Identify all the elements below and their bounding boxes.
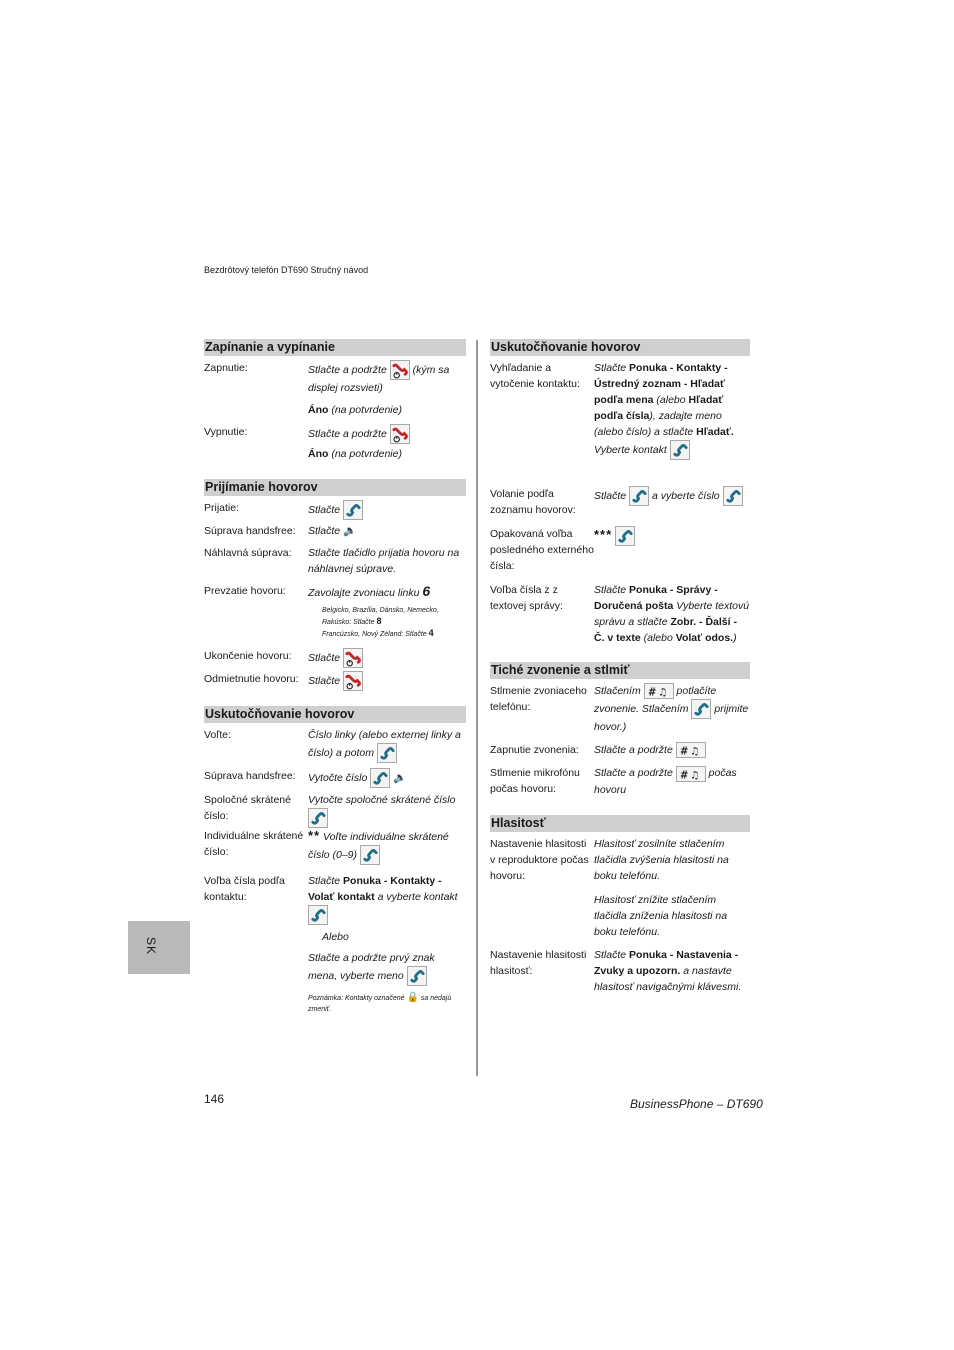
section-title-making-calls-2: Uskutočňovanie hovorov <box>490 339 750 356</box>
end-call-icon <box>343 648 363 668</box>
end-call-icon <box>343 671 363 691</box>
row-pickup-note: Belgicko, Brazília, Dánsko, Nemecko, Rakúsko: Stlačte 8 Francúzsko, Nový Zéland: Stlačte 4 <box>322 607 439 638</box>
call-icon <box>670 440 690 460</box>
section-title-receiving: Prijímanie hovorov <box>204 479 466 496</box>
row-volume-speaker: Nastavenie hlasitosti v reproduktore počas hovoru: Hlasitosť zosilníte stlačením tlačidla zvýšenia hlasitosti na boku telefónu. Hlasitosť znížite stlačením tlačidla zníženia hlasitosti na boku telefónu. <box>490 837 729 938</box>
row-dial-contact-alt: Stlačte a podržte prvý znak mena, vyberte meno <box>204 950 466 986</box>
call-icon <box>308 808 328 828</box>
row-silence-ring: Stlmenie zvoniaceho telefónu: Stlačením potlačíte zvonenie. Stlačením prijmite hovor.) <box>490 685 749 734</box>
document-header: Bezdrôtový telefón DT690 Stručný návod <box>204 265 369 275</box>
call-icon <box>308 905 328 925</box>
row-dial-contact: Voľba čísla podľa kontaktu: Stlačte Ponuka - Kontakty - Volať kontakt a vyberte kontakt <box>204 873 466 925</box>
section-title-silent: Tiché zvonenie a stlmiť <box>490 662 750 679</box>
footer-product: BusinessPhone – DT690 <box>630 1097 763 1111</box>
row-answer: Prijatie: Stlačte <box>204 500 466 520</box>
call-icon <box>691 699 711 719</box>
row-individual-abbrev: Individuálne skrátené číslo: ** Voľte individuálne skrátené číslo (0–9) <box>204 828 466 865</box>
row-or: Alebo <box>322 931 349 943</box>
row-dial-from-message: Voľba čísla z z textovej správy: Stlačte Ponuka - Správy - Doručená pošta Vyberte textovú správu a stlačte Zobr. - Ďalší - Č. v texte (alebo Volať odos.) <box>490 584 750 644</box>
row-pickup: Prevzatie hovoru: Zavolajte zvoniacu linku 6 <box>204 583 431 599</box>
row-dial: Voľte: Číslo linky (alebo externej linky a číslo) a potom <box>204 727 466 763</box>
column-divider <box>476 340 478 1076</box>
row-redial: Opakovaná voľba posledného externého čísla: *** <box>490 526 750 574</box>
call-icon <box>360 845 380 865</box>
row-power-off: Vypnutie: Stlačte a podržte <box>204 424 466 444</box>
left-column <box>204 339 466 1015</box>
call-icon <box>343 500 363 520</box>
call-icon <box>723 486 743 506</box>
call-icon <box>629 486 649 506</box>
row-power-on-confirm: Áno (na potvrdenie) <box>308 404 402 416</box>
row-ring-on: Zapnutie zvonenia: Stlačte a podržte <box>490 742 750 758</box>
lock-icon: 🔒 <box>406 992 419 1003</box>
row-call-list: Volanie podľa zoznamu hovorov: Stlačte a vyberte číslo <box>490 486 750 518</box>
section-title-power: Zapínanie a vypínanie <box>204 339 466 356</box>
row-mute-mic: Stlmenie mikrofónu počas hovoru: Stlačte a podržte počas hovoru <box>490 767 737 796</box>
call-icon <box>377 743 397 763</box>
call-icon <box>615 526 635 546</box>
row-reject: Odmietnutie hovoru: Stlačte <box>204 671 466 691</box>
row-label: Vypnutie: <box>204 426 248 438</box>
row-dial-handsfree: Súprava handsfree: Vytočte číslo 🔈 <box>204 768 466 788</box>
hash-music-icon <box>644 683 674 699</box>
call-icon <box>407 966 427 986</box>
page-number: 146 <box>204 1092 225 1106</box>
section-title-volume: Hlasitosť <box>490 815 750 832</box>
hash-music-icon <box>676 766 706 782</box>
hash-music-icon <box>676 742 706 758</box>
row-search-contact: Vyhľadanie a vytočenie kontaktu: Stlačte Ponuka - Kontakty - Ústredný zoznam - Hľadať podľa mena (alebo Hľadať podľa čísla), zadajte meno (alebo číslo) a stlačte Hľadať. Vyberte kontakt <box>490 360 750 460</box>
row-common-abbrev: Spoločné skrátené číslo: Vytočte spoločné skrátené číslo <box>204 792 466 828</box>
row-value: Stlačte a podržte (kým sa displej rozsvieti) <box>308 360 466 396</box>
call-icon <box>370 768 390 788</box>
language-tab: SK <box>128 921 190 974</box>
row-label: Zapnutie: <box>204 362 248 374</box>
row-power-on <box>204 360 466 396</box>
end-call-power-icon <box>390 424 410 444</box>
section-title-making-calls: Uskutočňovanie hovorov <box>204 706 466 723</box>
row-headset: Náhlavná súprava: Stlačte tlačidlo prijatia hovoru na náhlavnej súprave. <box>204 547 460 575</box>
speaker-icon: 🔈 <box>393 771 407 784</box>
row-handsfree: Súprava handsfree: Stlačte 🔈 <box>204 525 357 537</box>
row-end-call: Ukončenie hovoru: Stlačte <box>204 648 466 668</box>
speaker-icon: 🔈 <box>343 525 357 537</box>
row-power-off-confirm: Áno (na potvrdenie) <box>308 448 402 460</box>
row-note: Poznámka: Kontakty označené 🔒 sa nedajú zmeniť. <box>308 992 452 1013</box>
end-call-power-icon <box>390 360 410 380</box>
row-volume-setting: Nastavenie hlasitosti hlasitosť: Stlačte Ponuka - Nastavenia - Zvuky a upozorn. a nastavte hlasitosť navigačnými klávesmi. <box>490 948 742 993</box>
right-column <box>490 339 750 995</box>
